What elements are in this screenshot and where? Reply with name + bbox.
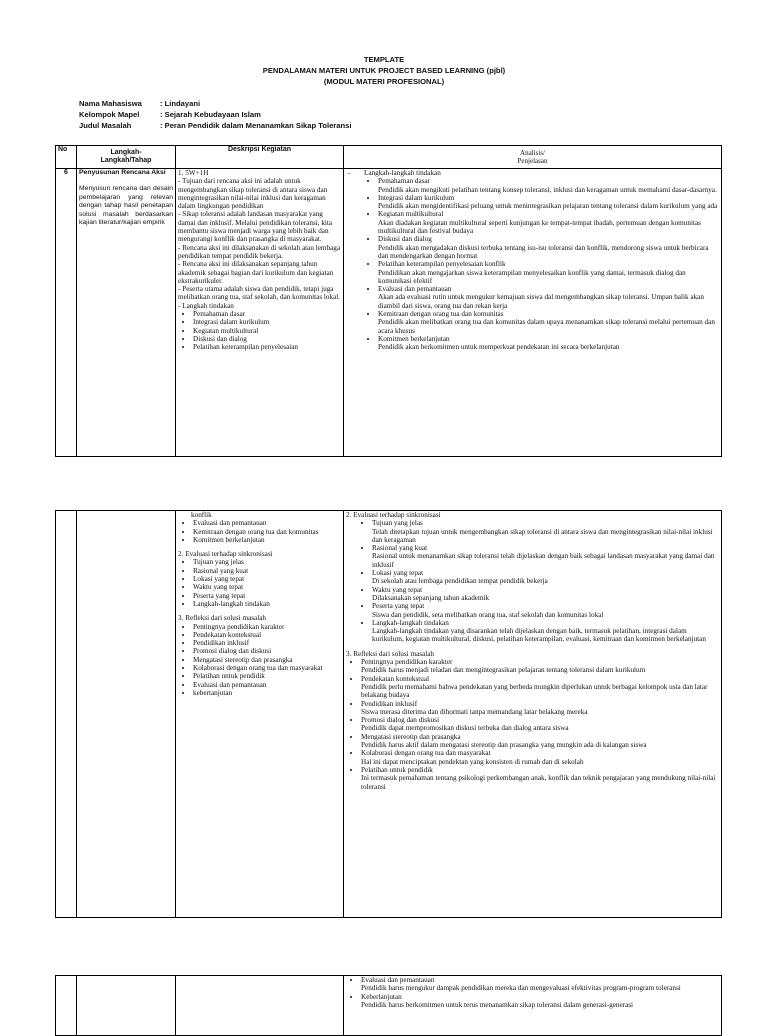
list-item: • Evaluasi dan pemantauan Pendidik harus mengukur dampak pendidikan mereka dan mengevaluasi efektivitas program-program toleransi [361,976,719,993]
langkah-title: Penyusunan Rencana Aksi [79,169,166,176]
list-item: • Langkah-langkah tindakan [193,600,341,608]
list-item: • Tujuan yang jelas Telah ditetapkan tujuan untuk mengembangkan sikap toleransi di antara siswa dan mengintegrasikan nilai-nilai inklusi dan keragaman [372,519,719,544]
deskripsi-section [178,614,341,697]
list-item: • Kegiatan multikultural Akan diadakan kegiatan multikultural seperti kunjungan ke tempat-tempat ibadah, pertemuan dengan komunitas multikultural dan festival budaya [378,210,719,235]
list-item: • Diskusi dan dialog Pendidik akan mengadakan diskusi terbuka tentang isu-isu toleransi dan konflik, mendorong siswa untuk berbicara dan mendengarkan dengan hormat [378,235,719,260]
meta-value: : Peran Pendidik dalam Menanamkan Sikap Toleransi [160,121,352,130]
analisis-heading: 3. Refleksi dari solusi masalah [346,649,435,658]
list-item: • Promosi dialog dan diskusi Pendidik dapat mempromosikan diskusi terbuka dan dialog antara siswa [361,716,719,733]
deskripsi-cell [176,511,344,918]
list-item: • Komitmen berkelanjutan [193,536,341,544]
list-item: • Mengatasi stereotip dan prasangka Pendidik harus aktif dalam mengatasi stereotip dan prasangka yang mungkin ada di kalangan siswa [361,733,719,750]
list-item: • Pelatihan untuk pendidik Ini termasuk pemahaman tentang psikologi perkembangan anak, konflik dan teknik pengajaran yang mendukung nilai-nilai toleransi [361,766,719,791]
plan-table-page-1 [55,145,722,457]
document-title: PENDALAMAN MATERI UNTUK PROJECT BASED LEARNING (pjbl) [262,66,506,75]
deskripsi-para: - Langkah tindakan [178,301,234,310]
deskripsi-para: - Peserta utama adalah siswa dan pendidik, tetapi juga melibatkan orang tua, staf sekolah, dan komunitas lokal. [178,285,341,302]
list-item: • Mengatasi stereotip dan prasangka [193,656,341,664]
list-item: • Peserta yang tepat Siswa dan pendidik, seta melibatkan orang tua, staf sekolah dan komunitas lokal [372,602,719,619]
deskripsi-bullet-list [178,558,341,608]
deskripsi-heading: 2. Evaluasi terhadap sinkronisasi [178,550,273,559]
row-number-empty [56,976,77,1036]
meta-label: Judul Masalah [79,121,132,130]
list-item: • Pendekatan kontekstual Pendidik perlu memahami bahwa pendekatan yang berbeda mungkin diperlukan untuk berbagai kelompok usia dan latar belakang budaya [361,675,719,700]
deskripsi-para: - Sikap toleransi adalah landasan masyarakat yang damai dan inklusif. Melalui pendidikan toleransi, kita membantu siswa menjadi warga yang lebih baik dan mengurangi konflik dan prasangka di masyarakat. [178,210,333,244]
list-item: • Keberlanjutan Pendidik harus berkomitmen untuk terus menanamkan sikap toleransi dalam generasi-generasi [361,993,719,1010]
list-item: • Rasional yang kuat [193,567,341,575]
analisis-cell [344,511,722,918]
list-item: • Pendidikan inklusif Siswa merasa diterima dan dihormati tanpa memandang latar belakang mereka [361,700,719,717]
meta-label: Kelompok Mapel [79,110,140,119]
analisis-section [346,650,719,791]
list-item: • Kemitraan dengan orang tua dan komunitas [193,528,341,536]
list-item: • Pelatihan keterampilan penyelesaian konflik Pendidikan akan mengajarkan siswa keterampilan menyelesaikan konflik yang damai, termasuk dialog dan komunikasi efektif [378,260,719,285]
deskripsi-heading: 1. 5W+1H [178,169,209,177]
list-item: • Lokasi yang tepat [193,575,341,583]
list-item: • Rasional yang kuat Rasional untuk menanamkan sikap toleransi telah dijelaskan dengan baik sebagai landasan masyarakat yang damai dan inklusif [372,544,719,569]
list-item: • Pentingnya pendidikan karakter Pendidik harus menjadi teladan dan mengintegrasikan pelajaran tentang toleransi dalam kurikulum [361,658,719,675]
list-item: • Lokasi yang tepat Di sekolah atau lembaga pendidikan tempat pendidik bekerja [372,569,719,586]
analisis-list [346,658,719,791]
langkah-cell-empty [77,511,176,918]
list-item: • Kolaborasi dengan orang tua dan masyarakat Hal ini dapat menciptakan pendektan yang konsisten di rumah dan di sekolah [361,749,719,766]
list-item: • Evaluasi dan pemantauan Akan ada evaluasi rutin untuk mengukur kemajuan siswa dal mengembangkan sikap toleransi. Umpan balik akan diambil dari siswa, orang tua dan rekan kerja [378,285,719,310]
meta-row-name [79,98,351,109]
meta-row-group [79,109,351,120]
deskripsi-para: - Rencana aksi ini dilaksanakan di sekolah atau lembaga pendidikan tempat pendidik bekerja. [178,243,341,260]
list-item: • Pemahaman dasar Pendidik akan mengikuti pelatihan tentang konsep toleransi, inklusi dan keragaman untuk memahami dasar-dasarnya. [378,177,719,194]
analisis-list [346,169,719,352]
deskripsi-cell [176,169,344,457]
table-row [56,976,722,1036]
analisis-section [346,511,719,644]
table-row [56,511,722,918]
list-item: • Langkah-langkah tindakan Langkah-langkah tindakan yang disarankan telah dijelaskan dengan baik, termasuk pelatihan, integrasi dalam kurikulum, kegiatan multikultural, diskusi, pelatihan keterampilan, evaluasi, kemitraan dan komitmen berkelanjutan [372,619,719,644]
list-item: • Pentingnya pendidikan karakter [193,623,341,631]
table-row [56,169,722,457]
deskripsi-bullet-list [178,519,341,544]
list-item: • Evaluasi dan pemantauan [193,519,341,527]
list-item: • Integrasi dalam kurikulum Pendidik akan mengidentifikasi peluang untuk menintegrasikan pelajaran tentang toleransi dalam kurikulum yang ada [378,194,719,211]
plan-table-page-3 [55,975,722,1036]
list-item: • Promosi dialog dan diskusi [193,647,341,655]
row-number: 6 [56,169,77,457]
list-item: • Evaluasi dan pemantauan [193,681,341,689]
list-item: • Diskusi dan dialog [193,335,341,343]
header-no: No [56,146,77,169]
langkah-cell-empty [77,976,176,1036]
list-item: • Kemitraan dengan orang tua dan komunitas Pendidik akan melibatkan orang tua dan komunitas dalam upaya menanamkan sikap toleransi melalui pertemuan dan acara khusus [378,310,719,335]
header-analisis: Analisis/ Penjelasan [344,146,722,169]
deskripsi-bullet-list [178,623,341,698]
table-header-row [56,146,722,169]
list-item: • Pelatihan keterampilan penyelesaian [193,343,341,351]
student-info [79,98,351,131]
header-deskripsi: Deskripsi Kegiatan [176,146,344,169]
list-item: • Peserta yang tepat [193,592,341,600]
analisis-list [346,976,719,1009]
list-item: • Tujuan yang jelas [193,558,341,566]
list-item: • Integrasi dalam kurikulum [193,318,341,326]
plan-table-page-2 [55,510,722,918]
list-item: • Pemahaman dasar [193,310,341,318]
analisis-cell [344,976,722,1036]
meta-row-title [79,120,351,131]
deskripsi-bullet-list [178,310,341,351]
analisis-heading: 2. Evaluasi terhadap sinkronisasi [346,511,441,519]
langkah-description: Menyusun rencana dan desain pembelajaran yang relevan dengan tahap hasil penetapan solusi masalah berdasarkan kajian literatur/kajian empirik [79,185,173,227]
deskripsi-para: - Rencana aksi ini dilaksanakan sepanjang tahun akademik sebagai bagian dari kurikulum dan kegiatan ekstrakurikuler. [178,260,334,285]
deskripsi-continued: konflik [191,511,212,519]
list-item: • Pendekatan kontekstual [193,631,341,639]
list-item: • Waktu yang tepat Dilaksanakan sepanjang tahun akademik [372,586,719,603]
deskripsi-para: - Tujuan dari rencana aksi ini adalah untuk mengembangkan sikap toleransi di antara siswa dan mengintegrasikan nilai-nilai inklusi dan keragaman dalam lingkungan pendidikan [178,177,328,211]
list-item: • Kegiatan multikultural [193,327,341,335]
list-item: • Pendidikan inklusif [193,639,341,647]
langkah-cell [77,169,176,457]
meta-label: Nama Mahasiswa [79,99,142,108]
meta-value: : Lindayani [160,99,201,108]
row-number-empty [56,511,77,918]
header-langkah: Langkah- Langkah/Tahap [77,146,176,169]
meta-value: : Sejarah Kebudayaan Islam [160,110,261,119]
analisis-cell [344,169,722,457]
deskripsi-section [178,550,341,608]
list-item: - Langkah-langkah tindakan • Pemahaman dasar Pendidik akan mengikuti pelatihan tentang konsep toleransi, inklusi dan keragaman untuk memahami dasar-dasarnya. • Integrasi dalam kurikulum Pendidik akan mengidentifikasi peluang untuk menintegrasikan pelajaran tentang toleransi dalam kurikulum yang ada • Kegiatan multikultural Akan diadakan kegiatan multikultural seperti kunjungan ke tempat-tempat ibadah, pertemuan dengan komunitas multikultural dan festival budaya • Diskusi dan dialog Pendidik akan mengadakan diskusi terbuka tentang isu-isu toleransi dan konflik, mendorong siswa untuk berbicara dan mendengarkan dengan hormat • Pelatihan keterampilan penyelesaian konflik Pendidikan akan mengajarkan siswa keterampilan menyelesaikan konflik yang damai, termasuk dialog dan komunikasi efektif • Evaluasi dan pemantauan Akan ada evaluasi rutin untuk mengukur kemajuan siswa dal mengembangkan sikap toleransi. Umpan balik akan diambil dari siswa, orang tua dan rekan kerja • Kemitraan dengan orang tua dan komunitas Pendidik akan melibatkan orang tua dan komunitas dalam upaya menanamkan sikap toleransi melalui pertemuan dan acara khusus • Komitmen berkelanjutan Pendidik akan berkomitmen untuk memperkuat pendekatan ini secara berkelanjutan [348,169,719,352]
list-item: • Waktu yang tepat [193,583,341,591]
analisis-list [346,519,719,643]
deskripsi-section [178,511,341,544]
list-item: • Pelatihan untuk pendidik [193,672,341,680]
list-item: • kebertanjutan [193,689,341,697]
list-item: • Komitmen berkelanjutan Pendidik akan berkomitmen untuk memperkuat pendekatan ini secara berkelanjutan [378,335,719,352]
analisis-sub-list [348,177,719,351]
template-title: TEMPLATE [363,55,405,64]
deskripsi-heading: 3. Refleksi dari solusi masalah [178,614,267,623]
list-item: • Kolaborasi dengan orang tua dan masyarakat [193,664,341,672]
deskripsi-cell-empty [176,976,344,1036]
document-subtitle: (MODUL MATERI PROFESIONAL) [323,77,445,86]
